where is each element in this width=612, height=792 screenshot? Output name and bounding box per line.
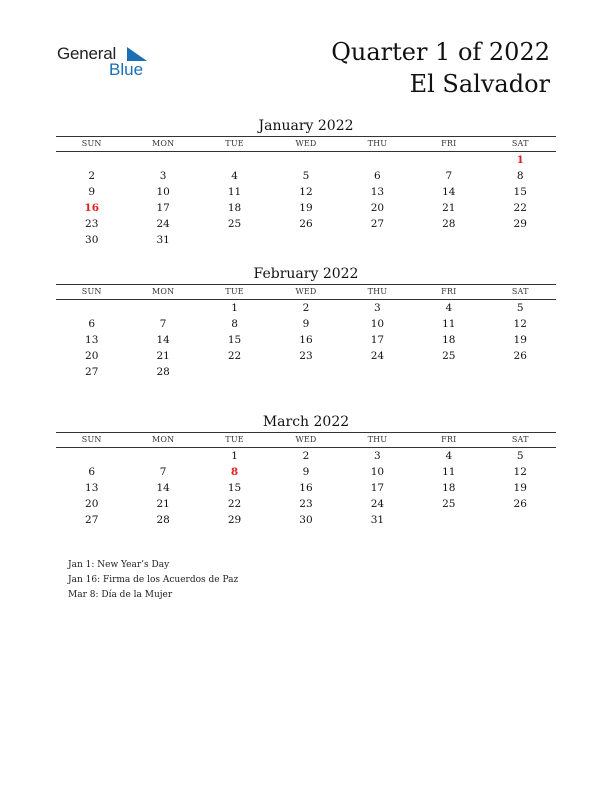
day-cell [127, 448, 198, 464]
country-title: El Salvador [409, 70, 550, 98]
month-march [56, 412, 556, 528]
holiday-note: Jan 16: Firma de los Acuerdos de Paz [68, 575, 239, 585]
day-cell [270, 364, 341, 380]
day-cell: 15 [513, 186, 527, 198]
day-cell: 17 [156, 202, 170, 214]
day-cell: 4 [445, 450, 453, 462]
day-cell [413, 512, 484, 528]
week-row [56, 216, 556, 232]
day-cell: 6 [374, 170, 381, 182]
day-cell: 25 [227, 218, 242, 230]
week-row [56, 496, 556, 512]
day-cell: 22 [513, 202, 527, 214]
day-cell: 15 [227, 334, 242, 346]
day-cell: 14 [442, 186, 456, 198]
week-row [56, 464, 556, 480]
day-cell: 19 [513, 482, 527, 494]
day-cell: 31 [370, 514, 385, 526]
month-name: January 2022 [258, 118, 354, 134]
day-cell: 7 [445, 170, 453, 182]
day-cell: 16 [299, 482, 313, 494]
day-cell: 24 [156, 218, 170, 230]
day-cell [270, 152, 341, 168]
week-row [56, 480, 556, 496]
day-cell: 22 [227, 498, 242, 510]
brand-general: General [57, 44, 117, 63]
day-cell: 2 [302, 302, 310, 314]
weekday-label: THU [367, 435, 388, 444]
day-cell: 21 [442, 202, 456, 214]
weekday-label: SAT [511, 139, 529, 148]
day-cell: 22 [227, 350, 242, 362]
day-cell: 30 [299, 514, 313, 526]
weekday-label: MON [151, 139, 175, 148]
brand-blue: Blue [109, 60, 144, 79]
day-cell: 20 [370, 202, 385, 214]
weekday-header [56, 284, 556, 299]
day-cell: 31 [156, 234, 170, 246]
weekday-label: SAT [511, 435, 529, 444]
weekday-label: WED [295, 139, 317, 148]
day-cell: 20 [85, 498, 99, 510]
day-cell [342, 232, 413, 248]
day-cell: 14 [156, 334, 170, 346]
day-cell: 18 [442, 334, 456, 346]
weekday-label: MON [151, 435, 175, 444]
day-cell: 8 [230, 466, 239, 478]
day-cell: 1 [231, 302, 238, 314]
day-cell: 6 [88, 466, 96, 478]
week-row [56, 232, 556, 248]
day-cell: 9 [302, 466, 310, 478]
day-cell [199, 364, 270, 380]
day-cell: 8 [516, 170, 524, 182]
weekday-label: WED [295, 287, 317, 296]
day-cell: 10 [370, 466, 385, 478]
day-cell: 6 [88, 318, 96, 330]
week-row [56, 300, 556, 316]
day-cell: 28 [156, 366, 170, 378]
day-cell: 12 [513, 318, 527, 330]
day-cell: 17 [370, 334, 385, 346]
day-cell: 7 [159, 318, 167, 330]
day-cell [413, 232, 484, 248]
week-row [56, 152, 556, 168]
day-cell: 18 [227, 202, 242, 214]
day-cell: 13 [85, 334, 99, 346]
day-cell: 27 [85, 514, 99, 526]
day-cell [199, 152, 270, 168]
day-cell [485, 232, 556, 248]
day-cell: 20 [85, 350, 99, 362]
day-cell: 27 [370, 218, 385, 230]
week-row [56, 364, 556, 380]
day-cell: 10 [370, 318, 385, 330]
day-cell: 25 [442, 498, 456, 510]
day-cell [199, 232, 270, 248]
day-cell: 26 [513, 350, 527, 362]
day-cell: 2 [302, 450, 310, 462]
day-cell: 19 [299, 202, 313, 214]
day-cell: 11 [442, 466, 456, 478]
day-cell: 18 [442, 482, 456, 494]
day-cell [342, 364, 413, 380]
day-cell: 5 [516, 302, 524, 314]
month-february [56, 264, 556, 380]
weekday-label: TUE [225, 287, 244, 296]
day-cell: 12 [299, 186, 313, 198]
day-cell: 5 [516, 450, 524, 462]
day-cell: 10 [156, 186, 170, 198]
day-cell: 19 [513, 334, 527, 346]
page-title [331, 36, 550, 100]
day-cell: 29 [513, 218, 527, 230]
day-cell [56, 152, 127, 168]
day-cell [413, 364, 484, 380]
day-cell: 23 [299, 498, 313, 510]
day-cell: 3 [159, 170, 167, 182]
day-cell: 2 [88, 170, 96, 182]
day-cell: 9 [302, 318, 310, 330]
day-cell: 25 [442, 350, 456, 362]
day-cell: 24 [370, 498, 385, 510]
weekday-label: MON [151, 287, 175, 296]
weekday-label: TUE [225, 435, 244, 444]
day-cell: 13 [85, 482, 99, 494]
day-cell [485, 364, 556, 380]
day-cell: 3 [374, 302, 381, 314]
day-cell: 23 [299, 350, 313, 362]
month-name: March 2022 [262, 414, 350, 430]
holiday-notes [68, 558, 238, 603]
weekday-label: WED [295, 435, 317, 444]
weekday-header [56, 432, 556, 447]
week-row [56, 200, 556, 216]
day-cell: 11 [442, 318, 456, 330]
day-cell: 4 [445, 302, 453, 314]
weekday-label: FRI [441, 287, 457, 296]
day-cell: 21 [156, 350, 170, 362]
week-row [56, 332, 556, 348]
day-cell: 26 [513, 498, 527, 510]
day-cell [342, 152, 413, 168]
day-cell: 28 [156, 514, 170, 526]
day-cell: 12 [513, 466, 527, 478]
weekday-label: SAT [511, 287, 529, 296]
day-cell: 7 [159, 466, 167, 478]
weekday-label: FRI [441, 139, 457, 148]
day-cell: 4 [231, 170, 238, 182]
day-cell [56, 448, 127, 464]
weekday-header [56, 136, 556, 151]
day-cell: 1 [231, 450, 238, 462]
day-cell: 24 [370, 350, 385, 362]
weekday-label: TUE [225, 139, 244, 148]
day-cell: 14 [156, 482, 170, 494]
quarter-title: Quarter 1 of 2022 [331, 38, 550, 66]
week-row [56, 316, 556, 332]
day-cell [485, 512, 556, 528]
brand-logo [57, 44, 157, 82]
day-cell: 29 [227, 514, 242, 526]
weekday-label: SUN [81, 287, 102, 296]
day-cell [413, 152, 484, 168]
day-cell: 17 [370, 482, 385, 494]
holiday-note: Mar 8: Día de la Mujer [68, 590, 173, 600]
day-cell [56, 300, 127, 316]
day-cell [127, 300, 198, 316]
week-row [56, 348, 556, 364]
weekday-label: SUN [81, 139, 102, 148]
day-cell: 23 [85, 218, 99, 230]
holiday-note: Jan 1: New Year’s Day [68, 560, 170, 570]
month-name: February 2022 [253, 266, 359, 282]
day-cell: 30 [85, 234, 99, 246]
day-cell: 21 [156, 498, 170, 510]
weekday-label: SUN [81, 435, 102, 444]
day-cell: 13 [370, 186, 385, 198]
day-cell: 3 [374, 450, 381, 462]
day-cell: 26 [299, 218, 313, 230]
weekday-label: FRI [441, 435, 457, 444]
day-cell: 9 [88, 186, 96, 198]
week-row [56, 448, 556, 464]
day-cell: 16 [84, 202, 100, 214]
day-cell: 8 [231, 318, 238, 330]
week-row [56, 168, 556, 184]
week-row [56, 512, 556, 528]
day-cell [127, 152, 198, 168]
day-cell: 5 [302, 170, 310, 182]
day-cell: 27 [85, 366, 99, 378]
month-january [56, 116, 556, 248]
weekday-label: THU [367, 287, 388, 296]
day-cell: 11 [227, 186, 242, 198]
day-cell [270, 232, 341, 248]
day-cell: 15 [227, 482, 242, 494]
day-cell: 1 [516, 154, 524, 166]
day-cell: 28 [442, 218, 456, 230]
weekday-label: THU [367, 139, 388, 148]
day-cell: 16 [299, 334, 313, 346]
week-row [56, 184, 556, 200]
